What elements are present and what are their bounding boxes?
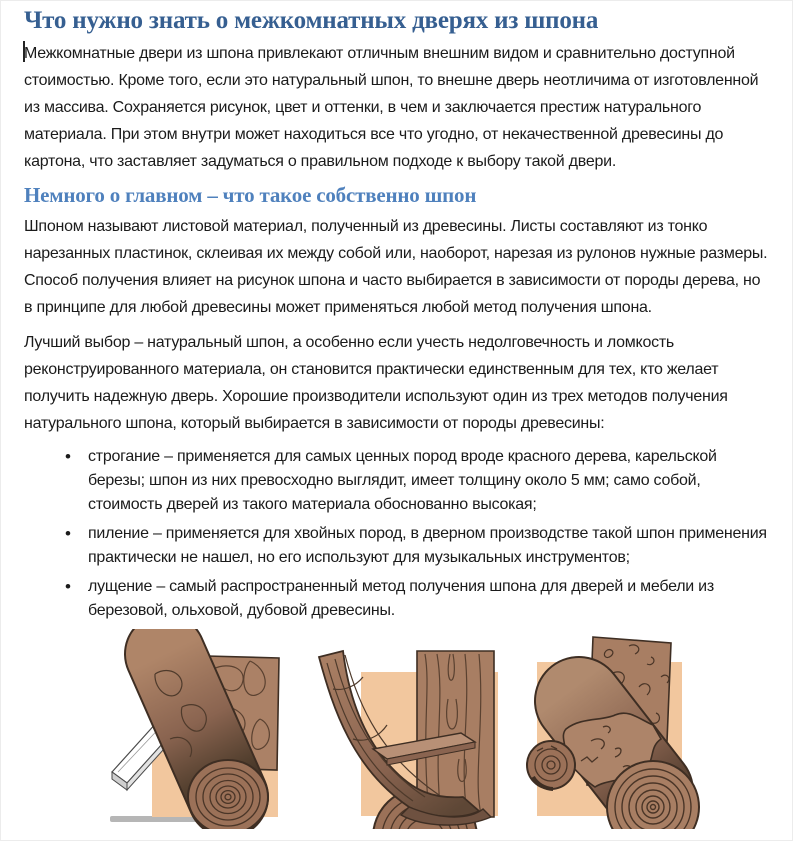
section-heading[interactable]: Немного о главном – что такое собственно шпон	[24, 183, 477, 207]
veneer-methods-list	[24, 445, 769, 623]
document-title[interactable]: Что нужно знать о межкомнатных дверях из шпона	[24, 7, 599, 34]
intro-paragraph[interactable]: Межкомнатные двери из шпона привлекают отличным внешним видом и сравнительно доступной стоимостью. Кроме того, если это натуральный шпон, то внешне дверь неотличима от изготовленной из массива. Сохраняется рисунок, цвет и оттенки, в чем и заключается престиж натурального материала. При этом внутри может находиться все что угодно, от некачественной древесины до картона, что заставляет задуматься о правильном подходе к выбору такой двери.	[24, 45, 759, 170]
figure-row	[110, 629, 769, 829]
best-choice-paragraph[interactable]: Лучший выбор – натуральный шпон, а особенно если учесть недолговечность и ломкость реконструированного материала, он становится практически единственным для тех, кто желает получить надежную дверь. Хорошие производители используют один из трех методов получения натурального шпона, который выбирается в зависимости от породы древесины:	[24, 334, 728, 432]
veneer-sawing-illustration[interactable]	[313, 629, 503, 829]
list-item[interactable]: • пиление – применяется для хвойных пород, в дверном производстве такой шпон применения практически не нашел, но его используют для музыкальных инструментов;	[88, 522, 769, 570]
veneer-peeling-illustration[interactable]	[511, 629, 711, 829]
text-cursor	[23, 41, 25, 62]
about-veneer-paragraph[interactable]: Шпоном называют листовой материал, полученный из древесины. Листы составляют из тонко нарезанных пластинок, склеивая их между собой или, наоборот, нарезая из рулонов нужные размеры. Способ получения влияет на рисунок шпона и часто выбирается в зависимости от породы дерева, но в принципе для любой древесины может применяться любой метод получения шпона.	[24, 218, 768, 316]
list-item[interactable]: • строгание – применяется для самых ценных пород вроде красного дерева, карельской березы; шпон из них превосходно выглядит, имеет толщину около 5 мм; само собой, стоимость дверей из такого материала обоснованно высокая;	[88, 445, 769, 517]
list-item[interactable]: • лущение – самый распространенный метод получения шпона для дверей и мебели из березовой, ольховой, дубовой древесины.	[88, 575, 769, 623]
veneer-planing-illustration[interactable]	[110, 629, 305, 829]
